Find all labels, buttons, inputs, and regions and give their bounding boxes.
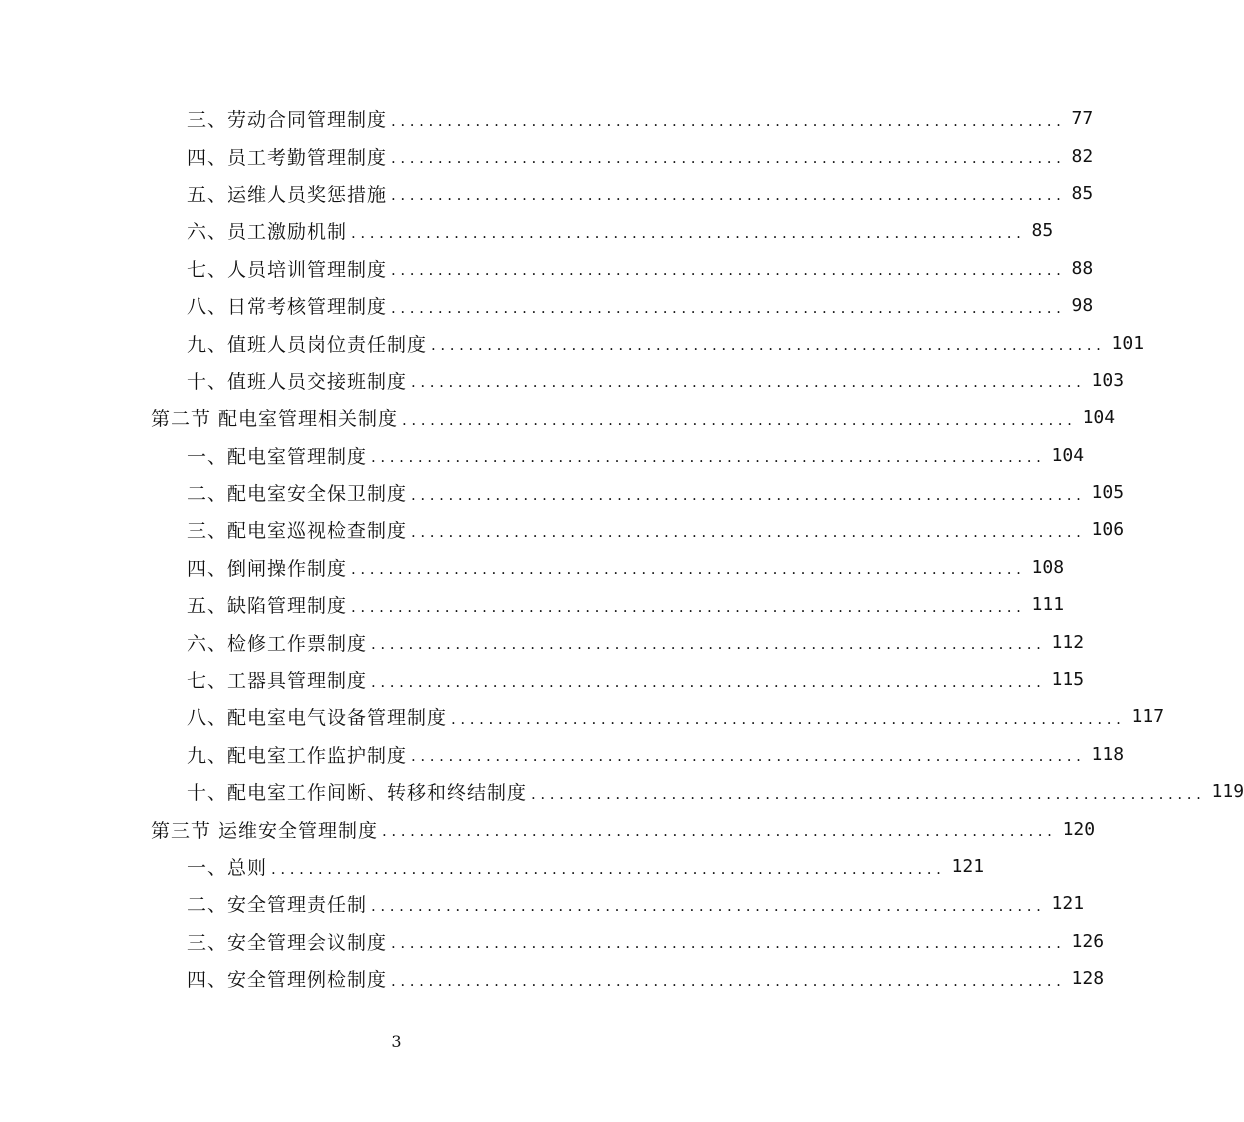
toc-entry-page-number: 121: [1051, 893, 1085, 915]
toc-entry-title: 四、员工考勤管理制度: [187, 146, 388, 169]
toc-entry-page-number: 126: [1071, 930, 1105, 952]
toc-entry-title: 六、员工激励机制: [187, 221, 348, 244]
toc-entry-page-number: 106: [1091, 519, 1125, 541]
toc-entry[interactable]: [0, 437, 1085, 474]
toc-entry-page-number: 85: [1071, 182, 1094, 204]
toc-entry[interactable]: [0, 736, 1125, 773]
toc-entry-page-number: 101: [1111, 332, 1145, 354]
toc-entry-title: 第二节 配电室管理相关制度: [151, 408, 399, 431]
toc-entry-page-number: 120: [1062, 818, 1096, 840]
toc-entry[interactable]: [0, 698, 1165, 735]
toc-entry-title: 二、安全管理责任制: [187, 894, 368, 917]
toc-dot-leader: ........................................................................: [391, 971, 1066, 990]
toc-dot-leader: ........................................................................: [391, 149, 1066, 168]
toc-dot-leader: ........................................................................: [391, 934, 1066, 953]
toc-entry-title: 八、配电室电气设备管理制度: [187, 707, 448, 730]
toc-entry-title: 六、检修工作票制度: [187, 632, 368, 655]
toc-entry-title: 三、劳动合同管理制度: [187, 109, 388, 132]
table-of-contents: [0, 100, 1244, 997]
toc-dot-leader: ........................................................................: [431, 336, 1106, 355]
toc-entry[interactable]: [0, 623, 1085, 660]
toc-dot-leader: ........................................................................: [371, 896, 1046, 915]
toc-entry-page-number: 118: [1091, 743, 1125, 765]
toc-entry-page-number: 82: [1071, 145, 1094, 167]
toc-section-entry[interactable]: [0, 810, 1096, 847]
toc-entry[interactable]: [0, 923, 1105, 960]
toc-entry-title: 一、配电室管理制度: [187, 445, 368, 468]
toc-entry-page-number: 108: [1031, 556, 1065, 578]
toc-dot-leader: ........................................................................: [411, 747, 1086, 766]
toc-entry-title: 七、人员培训管理制度: [187, 258, 388, 281]
toc-dot-leader: ........................................................................: [351, 223, 1026, 242]
toc-entry-page-number: 119: [1211, 781, 1244, 803]
toc-dot-leader: ........................................................................: [411, 485, 1086, 504]
toc-entry[interactable]: [0, 885, 1085, 922]
toc-entry-page-number: 115: [1051, 669, 1085, 691]
toc-entry[interactable]: [0, 474, 1125, 511]
toc-entry-title: 五、运维人员奖惩措施: [187, 183, 388, 206]
toc-entry-title: 十、配电室工作间断、转移和终结制度: [187, 782, 528, 805]
toc-entry-title: 十、值班人员交接班制度: [187, 370, 408, 393]
toc-entry-page-number: 121: [951, 856, 985, 877]
toc-entry-title: 五、缺陷管理制度: [187, 595, 348, 618]
toc-entry[interactable]: [0, 175, 1094, 212]
toc-dot-leader: ........................................................................: [382, 822, 1057, 841]
page-number: 3: [391, 1032, 402, 1051]
toc-entry-page-number: 105: [1091, 482, 1125, 504]
toc-entry-title: 二、配电室安全保卫制度: [187, 483, 408, 506]
toc-entry-title: 三、安全管理会议制度: [187, 931, 388, 954]
toc-entry[interactable]: [0, 960, 1105, 997]
toc-section-entry[interactable]: [0, 399, 1116, 436]
toc-entry[interactable]: [0, 212, 1054, 249]
toc-entry-page-number: 77: [1071, 108, 1094, 130]
toc-entry[interactable]: [0, 848, 985, 885]
toc-dot-leader: ........................................................................: [411, 522, 1086, 541]
toc-dot-leader: ........................................................................: [371, 672, 1046, 691]
toc-entry-title: 一、总则: [187, 857, 268, 879]
toc-entry-title: 九、配电室工作监护制度: [187, 744, 408, 767]
toc-dot-leader: ........................................................................: [391, 298, 1066, 317]
toc-entry[interactable]: [0, 287, 1094, 324]
toc-entry-title: 四、倒闸操作制度: [187, 557, 348, 580]
toc-entry-page-number: 117: [1131, 706, 1165, 728]
toc-dot-leader: ........................................................................: [451, 709, 1126, 728]
toc-entry-title: 九、值班人员岗位责任制度: [187, 333, 428, 356]
toc-entry[interactable]: [0, 137, 1094, 174]
toc-dot-leader: ........................................................................: [351, 597, 1026, 616]
toc-entry-page-number: 112: [1051, 631, 1085, 653]
toc-entry[interactable]: [0, 661, 1085, 698]
toc-entry[interactable]: [0, 250, 1094, 287]
toc-entry[interactable]: [0, 586, 1065, 623]
toc-dot-leader: ........................................................................: [351, 560, 1026, 579]
toc-dot-leader: ........................................................................: [531, 784, 1206, 803]
toc-dot-leader: ........................................................................: [271, 859, 946, 878]
toc-entry-page-number: 88: [1071, 257, 1094, 279]
toc-entry-page-number: 111: [1031, 594, 1065, 616]
toc-entry[interactable]: [0, 773, 1244, 810]
toc-entry-title: 四、安全管理例检制度: [187, 969, 388, 992]
toc-entry-page-number: 128: [1071, 968, 1105, 990]
toc-entry[interactable]: [0, 100, 1094, 137]
toc-entry-page-number: 104: [1082, 407, 1116, 429]
toc-dot-leader: ........................................................................: [402, 410, 1077, 429]
toc-entry[interactable]: [0, 324, 1145, 361]
toc-dot-leader: ........................................................................: [391, 111, 1066, 130]
toc-entry-page-number: 85: [1031, 220, 1054, 242]
toc-dot-leader: ........................................................................: [391, 186, 1066, 205]
toc-entry-title: 第三节 运维安全管理制度: [151, 819, 379, 842]
toc-dot-leader: ........................................................................: [411, 373, 1086, 392]
toc-entry-title: 三、配电室巡视检查制度: [187, 520, 408, 543]
toc-entry[interactable]: [0, 511, 1125, 548]
toc-entry[interactable]: [0, 362, 1125, 399]
toc-entry-title: 八、日常考核管理制度: [187, 296, 388, 319]
toc-entry-page-number: 103: [1091, 369, 1125, 391]
toc-entry-title: 七、工器具管理制度: [187, 670, 368, 693]
toc-entry[interactable]: [0, 549, 1065, 586]
toc-entry-page-number: 104: [1051, 444, 1085, 466]
toc-entry-page-number: 98: [1071, 295, 1094, 317]
toc-dot-leader: ........................................................................: [371, 635, 1046, 654]
toc-dot-leader: ........................................................................: [391, 261, 1066, 280]
toc-dot-leader: ........................................................................: [371, 448, 1046, 467]
